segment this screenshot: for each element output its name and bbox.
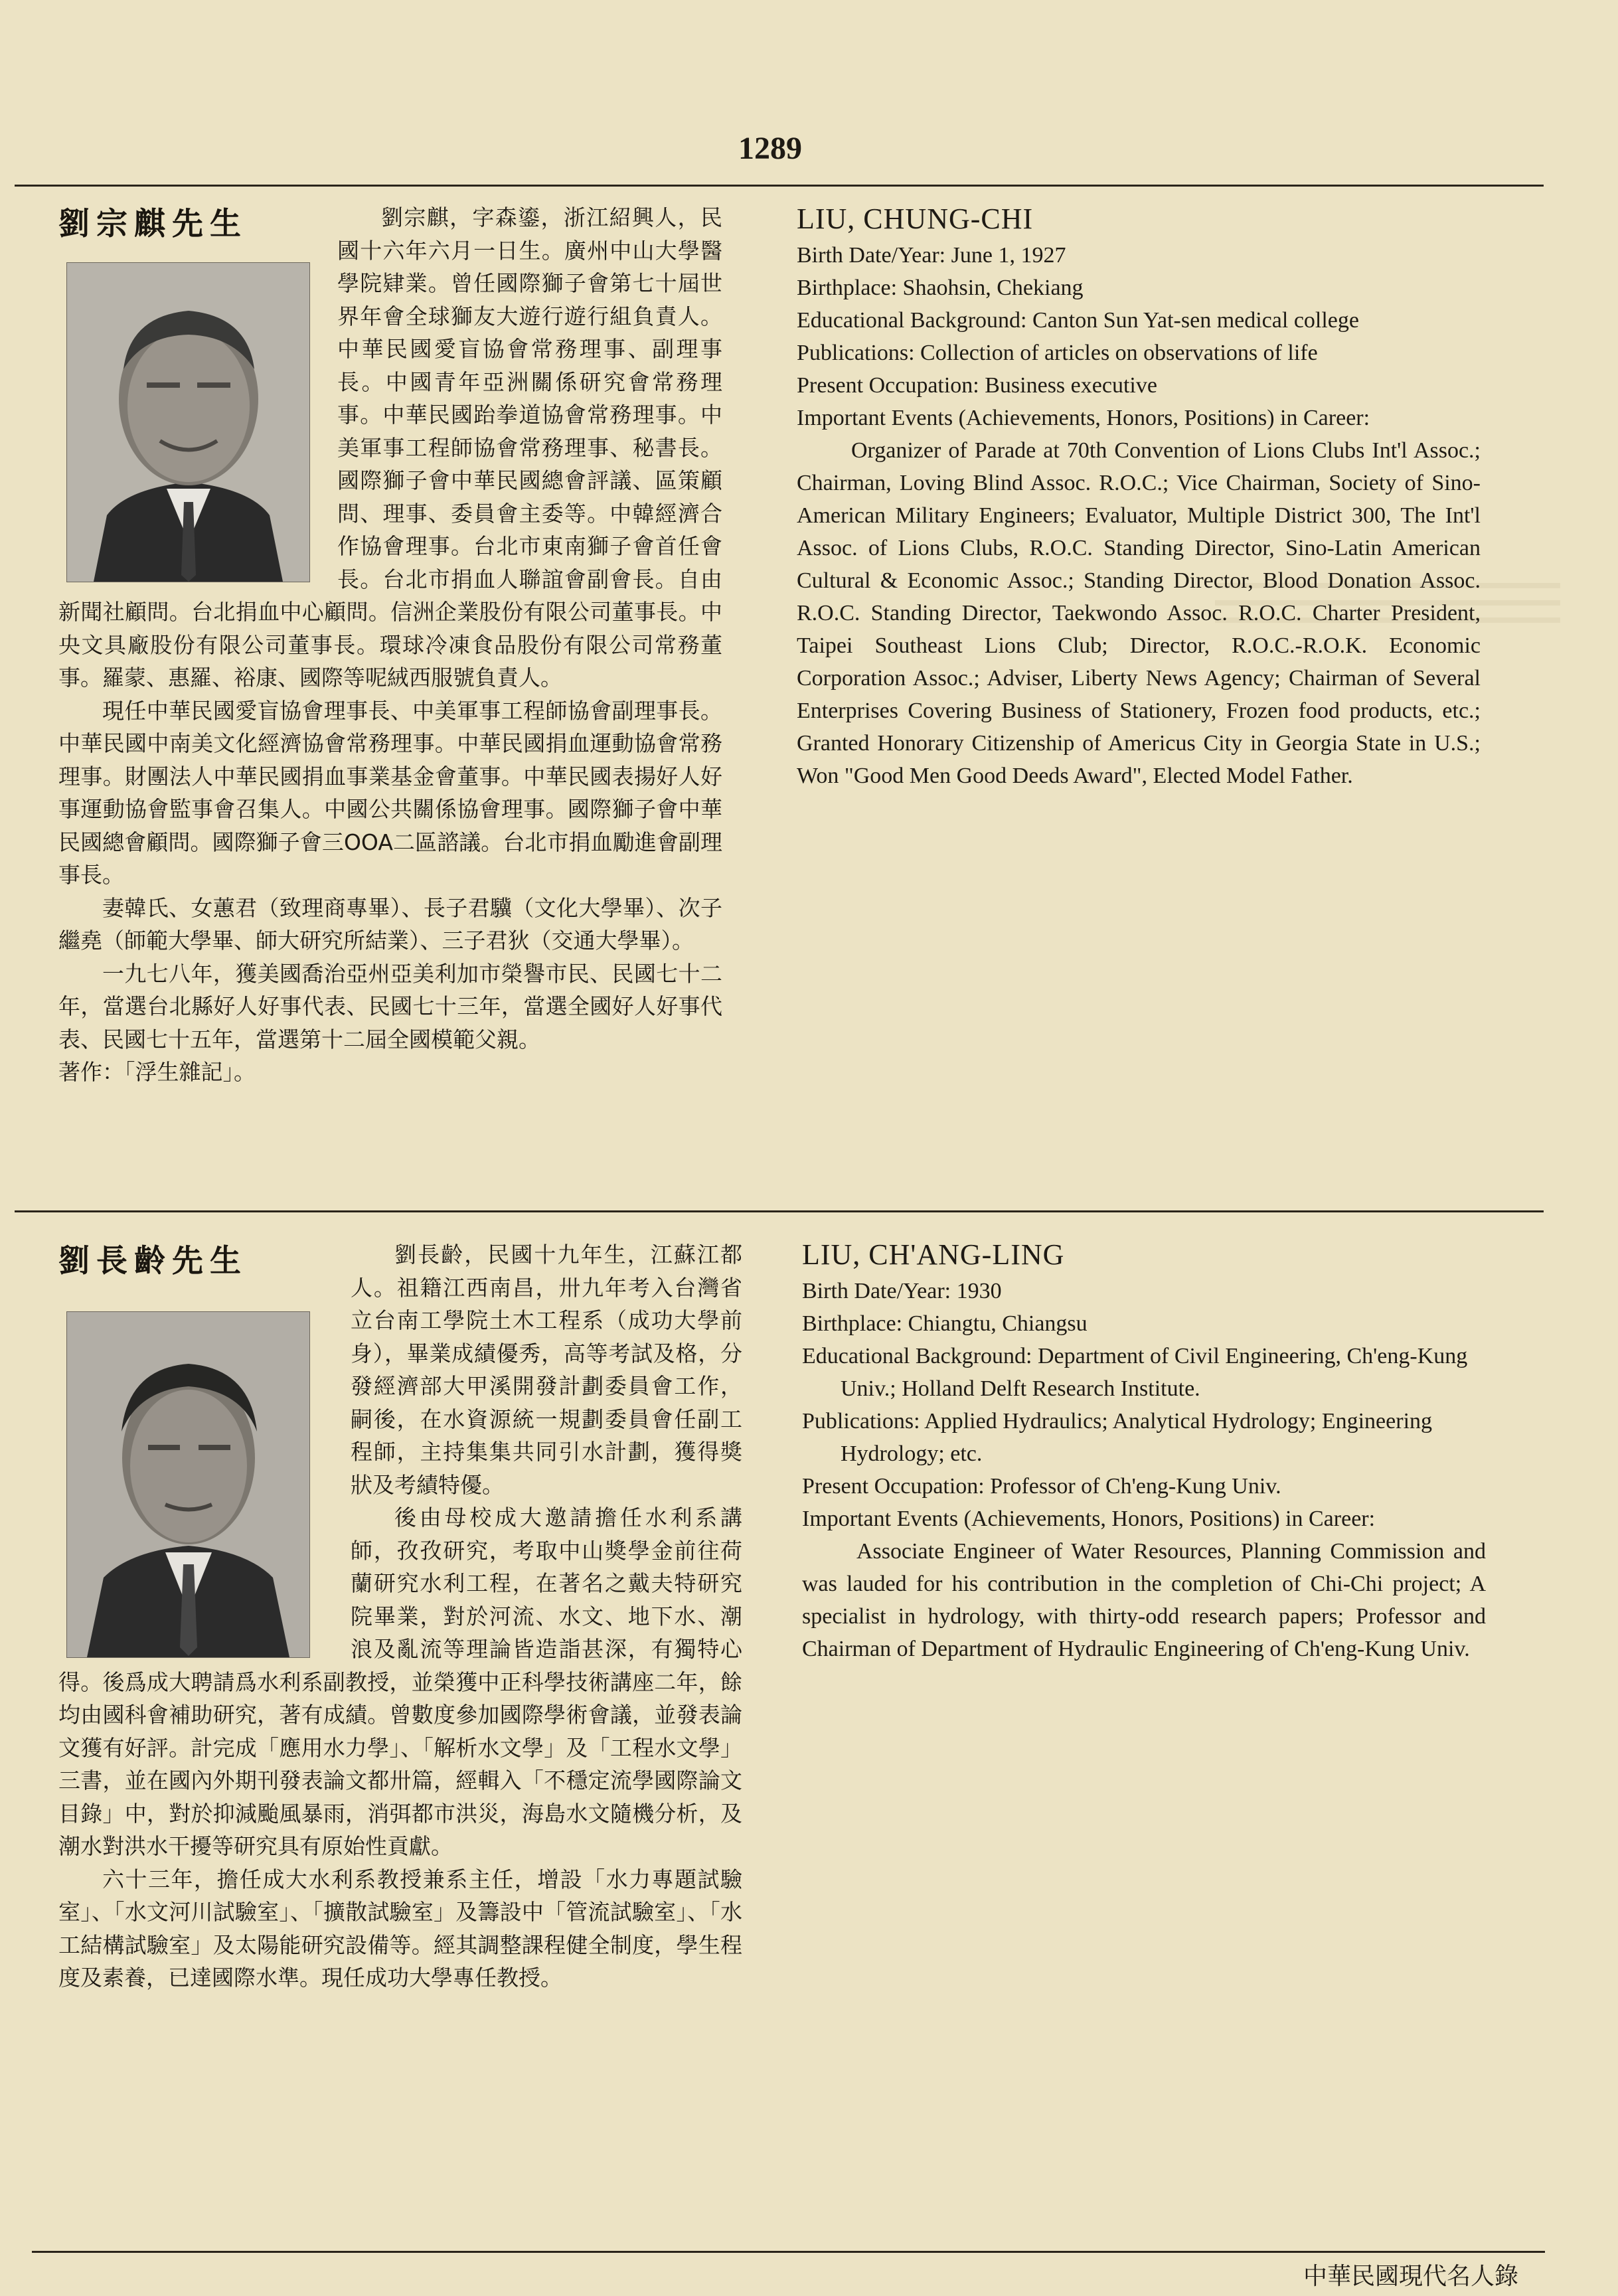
photo-spacer (58, 1238, 351, 1637)
en-field-publications: Publications: Applied Hydraulics; Analytical Hydrology; Engineering Hydrology; etc. (802, 1409, 1433, 1466)
en-field-birth-date: Birth Date/Year: June 1, 1927 (797, 243, 1066, 268)
page-number: 1289 (738, 131, 802, 166)
en-field-birthplace: Birthplace: Chiangtu, Chiangsu (802, 1311, 1088, 1336)
cn-paragraph: 劉長齡，民國十九年生，江蘇江都人。祖籍江西南昌，卅九年考入台灣省立台南工學院土木工程系（成功大學前身），畢業成績優秀，高等考試及格，分發經濟部大甲溪開發計劃委員會工作，嗣後，在水資源統一規劃委員會任副工程師，主持集集共同引水計劃，獲得獎狀及考績特優。 (351, 1242, 742, 1498)
cn-paragraph: 後由母校成大邀請擔任水利系講師，孜孜研究，考取中山獎學金前往荷蘭研究水利工程，在著名之戴夫特研究院畢業，對於河流、水文、地下水、潮浪及亂流等理論皆造詣甚深，有獨特心得。後爲成大聘請爲水利系副教授，並榮獲中正科學技術講座二年，餘均由國科會補助研究，著有成績。曾數度參加國際學術會議，並發表論文獲有好評。計完成「應用水力學」、「解析水文學」及「工程水文學」三書，並在國內外期刊發表論文都卅篇，經輯入「不穩定流學國際論文目錄」中，對於抑減颱風暴雨，消弭都市洪災，海島水文隨機分析，及潮水對洪水干擾等研究具有原始性貢獻。 (58, 1505, 742, 1859)
chinese-biography (58, 1238, 742, 1995)
chinese-name-heading: 劉長齡先生 (58, 1243, 248, 1279)
english-name-heading: LIU, CHUNG-CHI (797, 203, 1034, 235)
en-field-education: Educational Background: Department of Civil Engineering, Ch'eng-Kung Univ.; Holland Delft Research Institute. (802, 1344, 1468, 1401)
en-field-events-label: Important Events (Achievements, Honors, Positions) in Career: (797, 406, 1370, 430)
chinese-name-heading: 劉宗麒先生 (58, 206, 248, 242)
photo-spacer (58, 201, 337, 586)
english-name-heading: LIU, CH'ANG-LING (802, 1238, 1065, 1271)
header-rule (15, 185, 1544, 187)
cn-paragraph: 劉宗麒，字森鎏，浙江紹興人，民國十六年六月一日生。廣州中山大學醫學院肄業。曾任國際獅子會第七十屆世界年會全球獅友大遊行遊行組負責人。中華民國愛盲協會常務理事、副理事長。中國青年亞洲關係研究會常務理事。中華民國跆拳道協會常務理事。中美軍事工程師協會常務理事、秘書長。國際獅子會中華民國總會評議、區策顧問、理事、委員會主委等。中韓經濟合作協會理事。台北市東南獅子會首任會長。台北市捐血人聯誼會副會長。自由新聞社顧問。台北捐血中心顧問。信洲企業股份有限公司董事長。中央文具廠股份有限公司董事長。環球冷凍食品股份有限公司常務董事。羅蒙、惠羅、裕康、國際等呢絨西服號負責人。 (58, 205, 722, 691)
footer-book-title: 中華民國現代名人錄 (1303, 2263, 1518, 2290)
section-divider (15, 1210, 1544, 1212)
footer-rule (32, 2251, 1545, 2253)
en-field-birthplace: Birthplace: Shaohsin, Chekiang (797, 276, 1084, 300)
en-field-occupation: Present Occupation: Business executive (797, 373, 1157, 398)
en-career-text: Associate Engineer of Water Resources, Planning Commission and was lauded for his contribution in the completion of Chi-Chi project; A specialist in hydrology, with thirty-odd research papers; Professor and Chairman of Department of Hydraulic Engineering of Ch'eng-Kung Univ. (802, 1539, 1486, 1661)
english-biography (797, 201, 1481, 792)
chinese-biography (58, 201, 722, 1089)
en-field-birth-date: Birth Date/Year: 1930 (802, 1279, 1002, 1303)
cn-paragraph: 一九七八年，獲美國喬治亞州亞美利加市榮譽市民、民國七十二年，當選台北縣好人好事代表、民國七十三年，當選全國好人好事代表、民國七十五年，當選第十二屆全國模範父親。 (58, 960, 722, 1052)
en-field-occupation: Present Occupation: Professor of Ch'eng-Kung Univ. (802, 1474, 1281, 1499)
cn-paragraph: 六十三年，擔任成大水利系教授兼系主任，增設「水力專題試驗室」、「水文河川試驗室」、「擴散試驗室」及籌設中「管流試驗室」、「水工結構試驗室」及太陽能研究設備等。經其調整課程健全制度，學生程度及素養，已達國際水準。現任成功大學專任教授。 (58, 1866, 742, 1991)
en-field-publications: Publications: Collection of articles on observations of life (797, 341, 1318, 365)
cn-paragraph: 妻韓氏、女蕙君（致理商專畢）、長子君驥（文化大學畢）、次子繼堯（師範大學畢、師大研究所結業）、三子君狄（交通大學畢）。 (58, 894, 722, 953)
cn-paragraph: 現任中華民國愛盲協會理事長、中美軍事工程師協會副理事長。中華民國中南美文化經濟協會常務理事。中華民國捐血運動協會常務理事。財團法人中華民國捐血事業基金會董事。中華民國表揚好人好事運動協會監事會召集人。中國公共關係協會理事。國際獅子會中華民國總會顧問。國際獅子會三OOA二區諮議。台北市捐血勵進會副理事長。 (58, 697, 722, 888)
en-field-events-label: Important Events (Achievements, Honors, Positions) in Career: (802, 1507, 1376, 1531)
en-career-text: Organizer of Parade at 70th Convention of Lions Clubs Int'l Assoc.; Chairman, Loving Blind Assoc. R.O.C.; Vice Chairman, Society of Sino-American Military Engineers; Evaluator, Multiple District 300, The Int'l Assoc. of Lions Clubs, R.O.C. Standing Director, Sino-Latin American Cultural & Economic Assoc.; Standing Director, Blood Donation Assoc. R.O.C. Standing Director, Taekwondo Assoc. R.O.C. Charter President, Taipei Southeast Lions Club; Director, R.O.C.-R.O.K. Economic Corporation Assoc.; Adviser, Liberty News Agency; Chairman of Several Enterprises Covering Business of Stationery, Frozen food products, etc.; Granted Honorary Citizenship of Americus City in Georgia State in U.S.; Won "Good Men Good Deeds Award", Elected Model Father. (797, 438, 1481, 788)
english-biography (802, 1236, 1486, 1665)
cn-works: 著作：「浮生雜記」。 (58, 1059, 256, 1085)
en-field-education: Educational Background: Canton Sun Yat-sen medical college (797, 308, 1359, 333)
